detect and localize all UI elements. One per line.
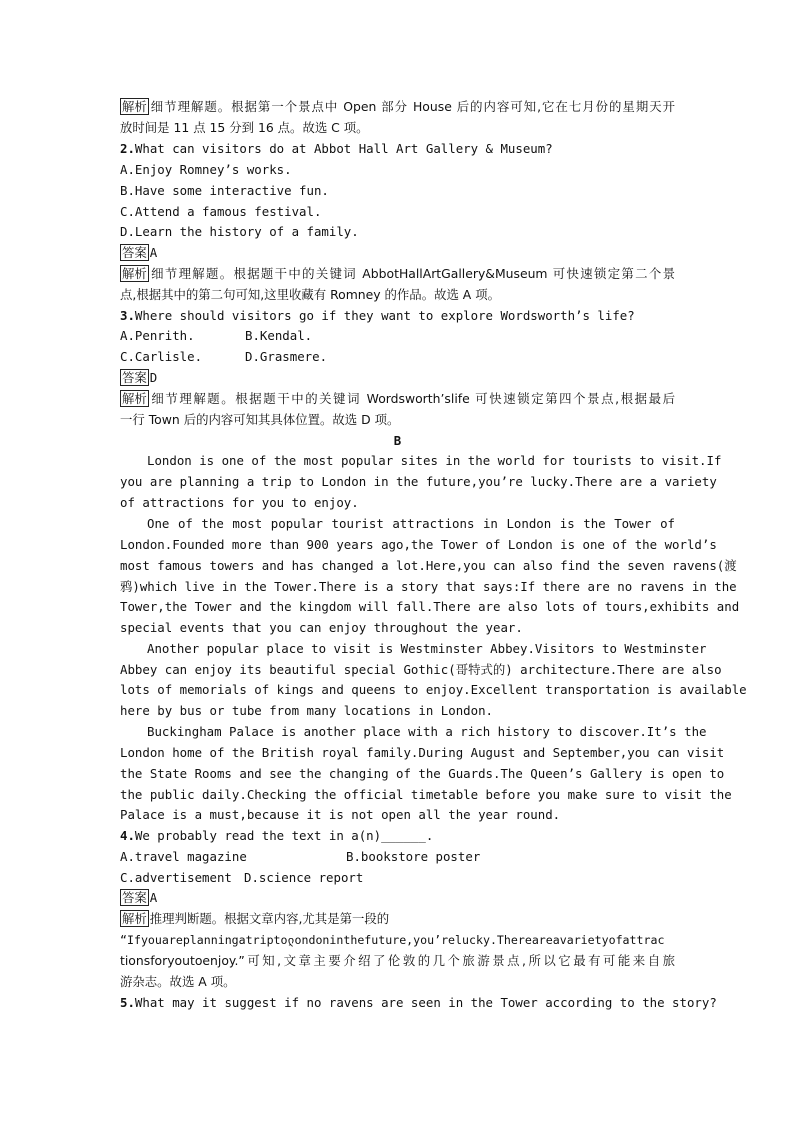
passage-line: Tower,the Tower and the kingdom will fall.There are also lots of tours,exhibits and <box>120 599 740 614</box>
q4-option-b: B.bookstore poster <box>346 849 481 864</box>
analysis-tag: 解析 <box>122 391 147 406</box>
passage-line: the public daily.Checking the official timetable before you make sure to visit the <box>120 787 732 802</box>
passage-line: 鸦)which live in the Tower.There is a story that says:If there are no ravens in the <box>120 579 737 594</box>
q3-answer: 答案 D <box>122 370 158 385</box>
analysis-tag: 解析 <box>122 911 147 926</box>
answer-tag: 答案 <box>122 370 147 385</box>
q4-analysis-line-4: 游杂志。故选 A 项。 <box>120 974 236 989</box>
q3-stem: 3.Where should visitors go if they want to explore Wordsworth’s life? <box>120 308 635 323</box>
q3-options-row-2 <box>120 348 675 366</box>
q3-option-a: A.Penrith. <box>120 328 195 343</box>
passage-line: lots of memorials of kings and queens to enjoy.Excellent transportation is available <box>120 682 747 697</box>
q2-analysis-line-2: 点,根据其中的第二句可知,这里收藏有 Romney 的作品。故选 A 项。 <box>120 287 500 302</box>
q4-analysis-line-3: tionsforyoutoenjoy.”可知,文章主要介绍了伦敦的几个旅游景点,所以它最有可能来自旅 <box>120 953 675 968</box>
q5-stem: 5.What may it suggest if no ravens are seen in the Tower according to the story? <box>120 995 717 1010</box>
q2-option-d: D.Learn the history of a family. <box>120 224 359 239</box>
q3-options-row-1 <box>120 327 675 345</box>
passage-line: most famous towers and has changed a lot.Here,you can also find the seven ravens(渡 <box>120 558 737 573</box>
q4-analysis-line-1: 解析 推理判断题。根据文章内容,尤其是第一段的 <box>122 911 390 926</box>
q4-option-c: C.advertisement <box>120 870 232 885</box>
q1-analysis-line-2: 放时间是 11 点 15 分到 16 点。故选 C 项。 <box>120 120 369 135</box>
q4-options-row-2 <box>120 869 675 887</box>
passage-line: Abbey can enjoy its beautiful special Gothic(哥特式的) architecture.There are also <box>120 662 722 677</box>
analysis-tag: 解析 <box>122 266 147 281</box>
passage-line: here by bus or tube from many locations in London. <box>120 703 493 718</box>
q3-option-d: D.Grasmere. <box>245 349 328 364</box>
answer-tag: 答案 <box>122 890 147 905</box>
passage-line: special events that you can enjoy throughout the year. <box>120 620 523 635</box>
passage-line: Another popular place to visit is Westminster Abbey.Visitors to Westminster <box>147 641 707 656</box>
q4-option-d: D.science report <box>244 870 364 885</box>
q2-option-a: A.Enjoy Romney’s works. <box>120 162 292 177</box>
q2-stem: 2.What can visitors do at Abbot Hall Art Gallery & Museum? <box>120 141 553 156</box>
passage-line: the State Rooms and see the changing of the Guards.The Queen’s Gallery is open to <box>120 766 725 781</box>
q4-answer: 答案 A <box>122 890 158 905</box>
q4-analysis-line-2: “Ifyouareplanningatriptoლondoninthefuture,you’relucky.Thereareavarietyofattrac <box>120 933 665 947</box>
q2-option-c: C.Attend a famous festival. <box>120 204 322 219</box>
passage-line: One of the most popular tourist attractions in London is the Tower of <box>147 516 675 531</box>
section-heading: B <box>393 433 402 448</box>
q3-option-b: B.Kendal. <box>245 328 313 343</box>
q3-analysis-line-1: 解析 细节理解题。根据题干中的关键词 Wordsworth’slife 可快速锁定第四个景点,根据最后 <box>122 391 675 406</box>
analysis-tag: 解析 <box>122 99 147 114</box>
q2-answer: 答案 A <box>122 245 158 260</box>
passage-line: Palace is a must,because it is not open all the year round. <box>120 807 561 822</box>
q3-option-c: C.Carlisle. <box>120 349 203 364</box>
passage-line: you are planning a trip to London in the future,you’re lucky.There are a variety <box>120 474 717 489</box>
q1-analysis-line-1: 解析 细节理解题。根据第一个景点中 Open 部分 House 后的内容可知,它在七月份的星期天开 <box>122 99 675 114</box>
q4-stem: 4.We probably read the text in a(n)______. <box>120 828 434 843</box>
passage-line: London home of the British royal family.During August and September,you can visit <box>120 745 725 760</box>
answer-tag: 答案 <box>122 245 147 260</box>
q4-option-a: A.travel magazine <box>120 849 247 864</box>
passage-line: Buckingham Palace is another place with a rich history to discover.It’s the <box>147 724 707 739</box>
passage-line: London is one of the most popular sites in the world for tourists to visit.If <box>147 453 722 468</box>
q4-options-row-1 <box>120 848 675 866</box>
q2-analysis-line-1: 解析 细节理解题。根据题干中的关键词 AbbotHallArtGallery&Museum 可快速锁定第二个景 <box>122 266 675 281</box>
passage-line: of attractions for you to enjoy. <box>120 495 359 510</box>
q2-option-b: B.Have some interactive fun. <box>120 183 329 198</box>
q3-analysis-line-2: 一行 Town 后的内容可知其具体位置。故选 D 项。 <box>120 412 400 427</box>
passage-line: London.Founded more than 900 years ago,the Tower of London is one of the world’s <box>120 537 717 552</box>
